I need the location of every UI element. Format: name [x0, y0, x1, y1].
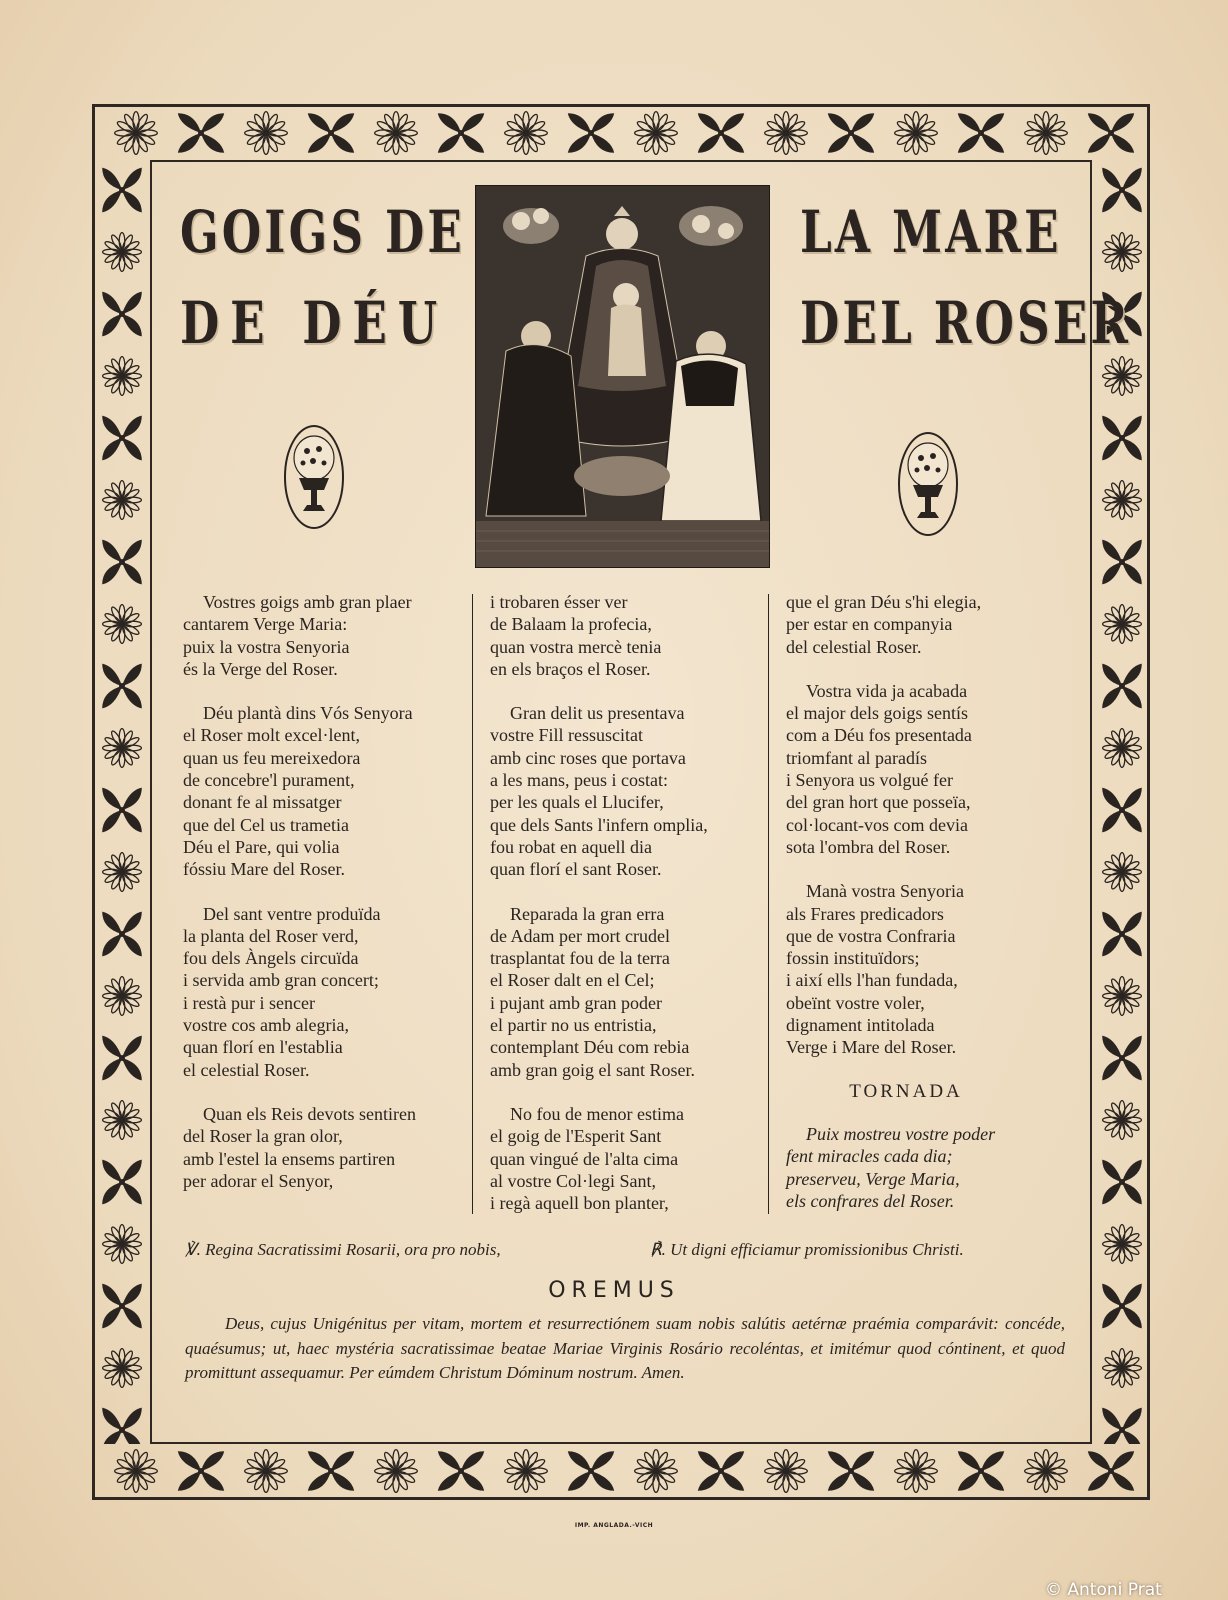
leaf-ornament-icon	[102, 1408, 142, 1444]
leaf-ornament-icon	[1088, 113, 1134, 153]
leaf-ornament-icon	[1102, 1036, 1142, 1081]
flower-ornament-icon	[1103, 357, 1142, 396]
tornada-heading: TORNADA	[849, 1080, 963, 1102]
verse-line: a les mans, peus i costat:	[490, 770, 668, 791]
title-line1-right: LA MARE	[800, 198, 1062, 266]
leaf-ornament-icon	[102, 540, 142, 585]
verse-line: que de vostra Confraria	[786, 925, 956, 946]
verse-line: i així ells l'han fundada,	[786, 970, 958, 991]
tornada-line: preserveu, Verge Maria,	[786, 1168, 960, 1189]
leaf-ornament-icon	[438, 1451, 484, 1491]
verse-line: Vostres goigs amb gran plaer	[203, 592, 412, 612]
verse-line: per les quals el Llucifer,	[490, 792, 664, 813]
verse-line: Gran delit us presentava	[510, 703, 685, 724]
verse-line: quan florí en l'establia	[183, 1037, 343, 1058]
madonna-engraving-icon	[475, 185, 770, 568]
stanza	[183, 702, 463, 880]
leaf-ornament-icon	[1102, 664, 1142, 709]
flower-ornament-icon	[115, 112, 158, 155]
flower-ornament-icon	[103, 605, 142, 644]
tornada-line: fent miracles cada dia;	[786, 1146, 953, 1167]
flower-ornament-icon	[103, 853, 142, 892]
response: ℟. Ut digni efficiamur promissionibus Christi.	[650, 1240, 964, 1259]
leaf-ornament-icon	[958, 1451, 1004, 1491]
leaf-ornament-icon	[828, 1451, 874, 1491]
verse-line: del celestial Roser.	[786, 636, 922, 657]
leaf-ornament-icon	[698, 113, 744, 153]
flower-ornament-icon	[1103, 1349, 1142, 1388]
verse-line: Déu el Pare, qui volia	[183, 836, 340, 857]
leaf-ornament-icon	[958, 113, 1004, 153]
verse-line: amb l'estel la ensems partiren	[183, 1148, 396, 1169]
flower-ornament-icon	[103, 1349, 142, 1388]
flower-ornament-icon	[765, 112, 808, 155]
flower-ornament-icon	[1103, 729, 1142, 768]
verse-line: que el gran Déu s'hi elegia,	[786, 592, 982, 612]
verse-line: quan vingué de l'alta cima	[490, 1148, 679, 1169]
stanza	[490, 903, 760, 1081]
verse-column-1	[183, 591, 463, 1214]
flower-ornament-icon	[103, 233, 142, 272]
leaf-ornament-icon	[1102, 788, 1142, 833]
flower-ornament-icon	[1103, 1101, 1142, 1140]
flower-ornament-icon	[1103, 1225, 1142, 1264]
flower-ornament-icon	[103, 357, 142, 396]
verse-line: del gran hort que posseïa,	[786, 792, 971, 813]
flower-ornament-icon	[103, 1225, 142, 1264]
stanza	[490, 702, 760, 880]
verse-line: al vostre Col·legi Sant,	[490, 1170, 656, 1191]
verse-line: i pujant amb gran poder	[490, 992, 662, 1013]
leaf-ornament-icon	[698, 1451, 744, 1491]
oremus-heading: OREMUS	[548, 1278, 680, 1303]
verse-line: amb gran goig el sant Roser.	[490, 1059, 695, 1080]
flower-ornament-icon	[895, 1450, 938, 1493]
verse-line: que del Cel us trametia	[183, 814, 349, 835]
verse-line: el partir no us entristia,	[490, 1015, 657, 1036]
tornada-stanza	[786, 1123, 1066, 1212]
flower-ornament-icon	[103, 481, 142, 520]
flower-ornament-icon	[103, 1101, 142, 1140]
verse-line: als Frares predicadors	[786, 903, 944, 924]
leaf-ornament-icon	[568, 1451, 614, 1491]
leaf-ornament-icon	[308, 1451, 354, 1491]
flower-ornament-icon	[765, 1450, 808, 1493]
verse-line: quan vostra mercè tenia	[490, 636, 662, 657]
verse-line: sota l'ombra del Roser.	[786, 836, 951, 857]
verse-line: el celestial Roser.	[183, 1059, 310, 1080]
column-divider	[768, 594, 769, 1214]
leaf-ornament-icon	[568, 113, 614, 153]
top-ornament-frieze	[96, 108, 1146, 158]
verse-line: amb cinc roses que portava	[490, 747, 686, 768]
leaf-ornament-icon	[828, 113, 874, 153]
leaf-ornament-icon	[102, 292, 142, 337]
flower-ornament-icon	[375, 1450, 418, 1493]
flower-ornament-icon	[1103, 481, 1142, 520]
verse-line: de Balaam la profecia,	[490, 614, 652, 635]
flower-ornament-icon	[1103, 233, 1142, 272]
stanza	[786, 680, 1066, 858]
verse-line: del Roser la gran olor,	[183, 1126, 343, 1147]
prayer-text: Deus, cujus Unigénitus per vitam, mortem et resurrectiónem suam nobis salútis aetérnæ praémia comparávit: concéde, quaésumus; ut, haec mystéria sacratissimae beatae Mariae Virginis Rosário recoléntas, et imitémur quod cóntinent, et quod promittunt assequamur. Per eúmdem Christum Dóminum nostrum. Amen.	[185, 1314, 1065, 1382]
verse-line: de concebre'l purament,	[183, 770, 355, 791]
verse-line: i servida amb gran concert;	[183, 970, 379, 991]
leaf-ornament-icon	[102, 1036, 142, 1081]
leaf-ornament-icon	[1102, 1408, 1142, 1444]
verse-line: fou robat en aquell dia	[490, 836, 652, 857]
flower-ornament-icon	[1025, 1450, 1068, 1493]
verse-column-3	[786, 591, 1066, 1234]
verse-line: col·locant-vos com devia	[786, 814, 968, 835]
verse-line: Verge i Mare del Roser.	[786, 1037, 957, 1058]
verse-line: cantarem Verge Maria:	[183, 614, 348, 635]
column-divider	[472, 594, 473, 1214]
leaf-ornament-icon	[102, 168, 142, 213]
verse-column-3-stanzas	[786, 591, 1066, 1059]
title-line2-right: DEL ROSER	[800, 289, 1132, 357]
verse-line: contemplant Déu com rebia	[490, 1037, 690, 1058]
verse-column-2	[490, 591, 760, 1236]
verse-line: el Roser molt excel·lent,	[183, 725, 360, 746]
verse-line: de Adam per mort crudel	[490, 925, 670, 946]
flower-ornament-icon	[1103, 853, 1142, 892]
stanza	[183, 903, 463, 1081]
flower-ornament-icon	[635, 112, 678, 155]
leaf-ornament-icon	[102, 1160, 142, 1205]
verse-line: el Roser dalt en el Cel;	[490, 970, 655, 991]
stanza	[786, 591, 1066, 658]
flower-ornament-icon	[1103, 605, 1142, 644]
flower-ornament-icon	[245, 1450, 288, 1493]
leaf-ornament-icon	[102, 416, 142, 461]
verse-line: fóssiu Mare del Roser.	[183, 859, 345, 880]
stanza	[490, 591, 760, 680]
flower-ornament-icon	[115, 1450, 158, 1493]
leaf-ornament-icon	[1102, 912, 1142, 957]
verse-line: Quan els Reis devots sentiren	[203, 1103, 416, 1124]
verse-line: en els braços el Roser.	[490, 658, 651, 679]
leaf-ornament-icon	[1102, 540, 1142, 585]
verse-line: i trobaren ésser ver	[490, 592, 628, 612]
versicle: ℣. Regina Sacratissimi Rosarii, ora pro nobis,	[185, 1240, 501, 1259]
title-line2-left: DE DÉU	[180, 289, 449, 357]
verse-line: i regà aquell bon planter,	[490, 1193, 669, 1214]
verse-line: Reparada la gran erra	[510, 903, 665, 924]
flower-ornament-icon	[505, 1450, 548, 1493]
verse-line: és la Verge del Roser.	[183, 658, 338, 679]
leaf-ornament-icon	[102, 788, 142, 833]
tornada-line: els confrares del Roser.	[786, 1190, 955, 1211]
leaf-ornament-icon	[178, 1451, 224, 1491]
flower-ornament-icon	[505, 112, 548, 155]
stanza	[183, 591, 463, 680]
leaf-ornament-icon	[438, 113, 484, 153]
verse-line: vostre cos amb alegria,	[183, 1015, 349, 1036]
verse-line: el goig de l'Esperit Sant	[490, 1126, 662, 1147]
flower-ornament-icon	[895, 112, 938, 155]
leaf-ornament-icon	[308, 113, 354, 153]
stanza	[183, 1103, 463, 1192]
leaf-ornament-icon	[1102, 1160, 1142, 1205]
verse-line: fou dels Àngels circuïda	[183, 948, 359, 969]
verse-line: fossin instituïdors;	[786, 948, 920, 969]
left-ornament-frieze	[96, 160, 148, 1444]
stanza	[786, 880, 1066, 1058]
flower-ornament-icon	[635, 1450, 678, 1493]
verse-line: quan us feu mereixedora	[183, 747, 361, 768]
bottom-ornament-frieze	[96, 1446, 1146, 1496]
chalice-medallion-icon	[897, 430, 959, 538]
verse-line: puix la vostra Senyoria	[183, 636, 350, 657]
verse-line: donant fe al missatger	[183, 792, 342, 813]
tornada-line: Puix mostreu vostre poder	[806, 1123, 996, 1144]
flower-ornament-icon	[1025, 112, 1068, 155]
chalice-medallion-icon	[283, 423, 345, 531]
verse-line: trasplantat fou de la terra	[490, 948, 670, 969]
verse-line: dignament intitolada	[786, 1015, 935, 1036]
verse-line: Del sant ventre produïda	[203, 903, 381, 924]
leaf-ornament-icon	[1102, 416, 1142, 461]
verse-line: la planta del Roser verd,	[183, 925, 359, 946]
verse-line: No fou de menor estima	[510, 1103, 684, 1124]
verse-line: quan florí el sant Roser.	[490, 859, 662, 880]
stanza	[490, 1103, 760, 1214]
verse-line: com a Déu fos presentada	[786, 725, 972, 746]
copyright-watermark: © Antoni Prat	[1045, 1580, 1162, 1600]
verse-line: Vostra vida ja acabada	[806, 680, 968, 701]
leaf-ornament-icon	[102, 912, 142, 957]
verse-line: obeïnt vostre voler,	[786, 992, 925, 1013]
verse-line: per adorar el Senyor,	[183, 1170, 334, 1191]
printer-imprint: IMP. ANGLADA.-VICH	[574, 1522, 654, 1529]
leaf-ornament-icon	[102, 664, 142, 709]
verse-line: i Senyora us volgué fer	[786, 770, 953, 791]
flower-ornament-icon	[103, 977, 142, 1016]
leaf-ornament-icon	[1088, 1451, 1134, 1491]
verse-line: Manà vostra Senyoria	[806, 881, 964, 902]
flower-ornament-icon	[245, 112, 288, 155]
verse-line: vostre Fill ressuscitat	[490, 725, 643, 746]
verse-line: que dels Sants l'infern omplia,	[490, 814, 708, 835]
flower-ornament-icon	[375, 112, 418, 155]
leaf-ornament-icon	[178, 113, 224, 153]
flower-ornament-icon	[1103, 977, 1142, 1016]
verse-line: i restà pur i sencer	[183, 992, 315, 1013]
verse-line: triomfant al paradís	[786, 747, 927, 768]
verse-line: Déu plantà dins Vós Senyora	[203, 703, 413, 724]
leaf-ornament-icon	[1102, 168, 1142, 213]
verse-line: per estar en companyia	[786, 614, 953, 635]
flower-ornament-icon	[103, 729, 142, 768]
verse-line: el major dels goigs sentís	[786, 703, 968, 724]
title-line1-left: GOIGS DE	[180, 198, 465, 266]
